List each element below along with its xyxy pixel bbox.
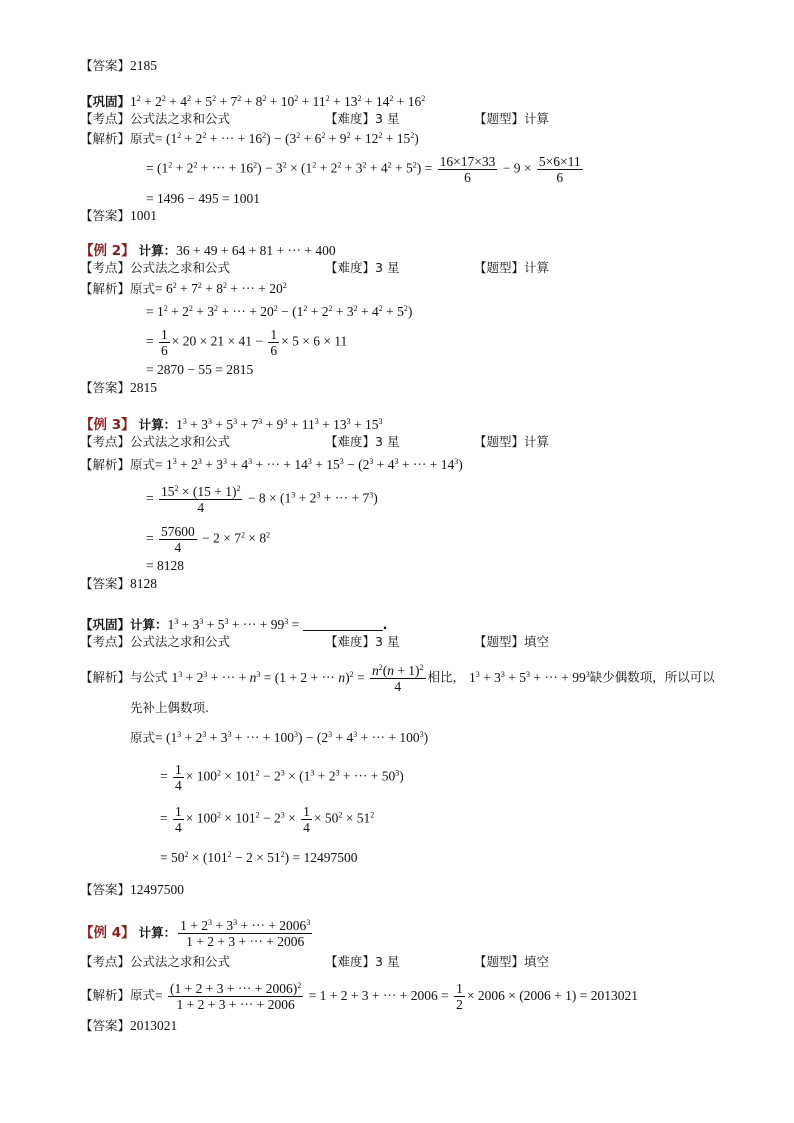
- consolidate-1-solution-line1: [80, 131, 419, 147]
- kaodian-label: 【考点】: [80, 634, 131, 649]
- example-4-solution: [80, 981, 638, 1012]
- answer-label: 【答案】: [80, 58, 131, 73]
- jisuan-label: 计算：: [138, 243, 177, 258]
- yuanshi-label: 原式: [130, 457, 156, 472]
- kaodian-value: 公式法之求和公式: [130, 260, 231, 275]
- jisuan-label: 计算：: [138, 925, 177, 940]
- example-label: 【例 2】: [80, 243, 135, 259]
- consolidate-2-solution-line3: = $\frac{1}{4}$ × $100^2 \times 101^2 - 2^3$ × $\frac{1}{4}$ × $50^2 \times 51^2$: [160, 804, 375, 835]
- consolidate-label: 【巩固】: [80, 617, 131, 632]
- answer-value: 1001: [130, 208, 158, 223]
- nandu-label: 【难度】: [325, 954, 376, 969]
- yuanshi-label: 原式: [130, 987, 156, 1003]
- consolidate-2-meta: [80, 634, 680, 650]
- answer-label: 【答案】: [80, 576, 131, 591]
- problem-expression: $1^2 + 2^2 + 4^2 + 5^2 + 7^2 + 8^2 + 10^2 + 11^2 + 13^2 + 14^2 + 16^2$: [130, 94, 426, 109]
- problem-expression: $1^3 + 3^3 + 5^3 + 7^3 + 9^3 + 11^3 + 13^3 + 15^3$: [176, 417, 383, 432]
- solution-text: 先补上偶数项.: [130, 700, 209, 715]
- example-4-problem: [80, 918, 314, 949]
- example-2-solution-line1: [80, 281, 287, 297]
- nandu-value: 3 星: [375, 111, 400, 126]
- jiexi-label: 【解析】: [80, 457, 131, 472]
- answer-value: 8128: [130, 576, 158, 591]
- example-3-solution-line2: = $\frac{15^2 \times (15 + 1)^2}{4}$ − $8 \times (1^3 + 2^3$ + ··· + $7^3$): [146, 484, 378, 515]
- example-label: 【例 3】: [80, 417, 135, 433]
- answer-label: 【答案】: [80, 1018, 131, 1033]
- nandu-label: 【难度】: [325, 260, 376, 275]
- tixing-label: 【题型】: [474, 434, 525, 449]
- kaodian-label: 【考点】: [80, 260, 131, 275]
- nandu-value: 3 星: [375, 260, 400, 275]
- tixing-label: 【题型】: [474, 260, 525, 275]
- solution-step: = $\frac{(1 + 2 + 3 + \cdot\cdot\cdot + 2006)^2}{1 + 2 + 3 + \cdot\cdot\cdot + 2006}$ = 1 + 2 + 3 + ··· + 2006 = $\frac{1}{2}$ × 2006 × (2006 + 1) = 2013021: [155, 981, 638, 1012]
- example-label: 【例 4】: [80, 925, 135, 941]
- solution-text: 相比，: [427, 669, 466, 685]
- consolidate-2-solution-line1: [130, 730, 428, 746]
- jisuan-label: 计算：: [130, 617, 168, 632]
- answer-value: 2185: [130, 58, 158, 73]
- jiexi-label: 【解析】: [80, 987, 131, 1003]
- jiexi-label: 【解析】: [80, 281, 131, 296]
- consolidate-label: 【巩固】: [80, 94, 131, 109]
- answer-line: [80, 58, 157, 74]
- consolidate-2-answer: [80, 882, 184, 898]
- series: $1^3 + 3^3 + 5^3$ + ··· + $99^3$: [469, 669, 590, 685]
- kaodian-value: 公式法之求和公式: [130, 111, 231, 126]
- example-2-solution-line4: = 2870 − 55 = 2815: [146, 362, 254, 377]
- nandu-label: 【难度】: [325, 111, 376, 126]
- problem-expression: $\frac{1 + 2^3 + 3^3 + \cdot\cdot\cdot + 2006^3}{1 + 2 + 3 + \cdot\cdot\cdot + 2006}$: [180, 918, 311, 949]
- problem-expression: $1^3 + 3^3 + 5^3$ + ··· + $99^3$ =: [167, 617, 303, 632]
- yuanshi-label: 原式: [130, 730, 156, 745]
- yuanshi-label: 原式: [130, 281, 156, 296]
- kaodian-value: 公式法之求和公式: [130, 634, 231, 649]
- kaodian-label: 【考点】: [80, 111, 131, 126]
- problem-expression: 36 + 49 + 64 + 81 + ··· + 400: [176, 243, 336, 258]
- kaodian-value: 公式法之求和公式: [130, 434, 231, 449]
- example-2-meta: [80, 260, 680, 276]
- answer-label: 【答案】: [80, 208, 131, 223]
- answer-value: 2013021: [130, 1018, 178, 1033]
- answer-label: 【答案】: [80, 882, 131, 897]
- solution-step: = ($1^3 + 2^3 + 3^3$ + ··· + $100^3) - (2^3 + 4^3$ + ··· + $100^3$): [155, 730, 429, 745]
- consolidate-2-solution-intro: [80, 663, 715, 694]
- example-3-solution-line3: = $\frac{57600}{4}$ − $2 \times 7^2 \times 8^2$: [146, 524, 271, 555]
- consolidate-1-meta: [80, 111, 680, 127]
- consolidate-1-answer: [80, 208, 157, 224]
- example-2-problem: [80, 243, 336, 259]
- formula: $1^3 + 2^3$ + ··· + $n^3 = (1 + 2$ + ··· n)$^2$ = $\frac{n^2(n + 1)^2}{4}$: [171, 663, 424, 694]
- jiexi-label: 【解析】: [80, 131, 131, 146]
- solution-text: 与公式: [130, 669, 168, 685]
- consolidate-1-solution-line3: = 1496 − 495 = 1001: [146, 191, 260, 206]
- solution-step: = $6^2 + 7^2 + 8^2$ + ··· + $20^2$: [155, 281, 287, 296]
- jiexi-label: 【解析】: [80, 669, 131, 685]
- tixing-label: 【题型】: [474, 634, 525, 649]
- kaodian-value: 公式法之求和公式: [130, 954, 231, 969]
- consolidate-2-solution-line2: = $\frac{1}{4}$ × $100^2 \times 101^2 - 2^3 \times (1^3 + 2^3$ + ··· + $50^3$): [160, 762, 404, 793]
- nandu-label: 【难度】: [325, 434, 376, 449]
- consolidate-1-problem: [80, 94, 425, 110]
- answer-value: 12497500: [130, 882, 185, 897]
- solution-step: = $1^3 + 2^3 + 3^3 + 4^3$ + ··· + $14^3 + 15^3 - (2^3 + 4^3$ + ··· + $14^3$): [155, 457, 463, 472]
- solution-text: 缺少偶数项，所以可以: [589, 669, 715, 685]
- consolidate-2-solution-text2: [130, 700, 209, 716]
- kaodian-label: 【考点】: [80, 954, 131, 969]
- tixing-value: 填空: [524, 954, 550, 969]
- tixing-label: 【题型】: [474, 954, 525, 969]
- tixing-value: 计算: [524, 434, 550, 449]
- example-4-meta: [80, 954, 680, 970]
- tixing-value: 计算: [524, 260, 550, 275]
- answer-label: 【答案】: [80, 380, 131, 395]
- nandu-label: 【难度】: [325, 634, 376, 649]
- example-2-solution-line2: = $1^2 + 2^2 + 3^2$ + ··· + $20^2 - (1^2 + 2^2 + 3^2 + 4^2 + 5^2)$: [146, 304, 413, 319]
- example-3-solution-line1: [80, 457, 463, 473]
- nandu-value: 3 星: [375, 634, 400, 649]
- example-3-solution-line4: = 8128: [146, 558, 184, 573]
- solution-step: = ($1^2 + 2^2$ + ··· + $16^2) - (3^2 + 6^2 + 9^2 + 12^2 + 15^2)$: [155, 131, 419, 146]
- consolidate-2-solution-line4: = $50^2 \times (101^2 - 2 \times 51^2) = 12497500$: [160, 850, 358, 865]
- example-3-problem: [80, 417, 382, 433]
- consolidate-2-problem: 【巩固】计算：$1^3 + 3^3 + 5^3$ + ··· + $99^3$ = .: [80, 617, 388, 632]
- example-2-solution-line3: = $\frac{1}{6}$ × 20 × 21 × 41 − $\frac{1}{6}$ × 5 × 6 × 11: [146, 327, 348, 358]
- nandu-value: 3 星: [375, 434, 400, 449]
- answer-value: 2815: [130, 380, 158, 395]
- tixing-label: 【题型】: [474, 111, 525, 126]
- tixing-value: 计算: [524, 111, 550, 126]
- example-3-answer: [80, 576, 157, 592]
- example-4-answer: [80, 1018, 177, 1034]
- example-3-meta: [80, 434, 680, 450]
- jisuan-label: 计算：: [138, 417, 177, 432]
- tixing-value: 填空: [524, 634, 550, 649]
- nandu-value: 3 星: [375, 954, 400, 969]
- consolidate-1-solution-line2: = ($1^2 + 2^2$ + ··· + $16^2) - 3^2 \times (1^2 + 2^2 + 3^2 + 4^2 + 5^2)$ = $\frac{16\times 17\times 33}{6}$ − 9 × $\frac{5\times 6\times 11}{6}$: [146, 154, 581, 185]
- kaodian-label: 【考点】: [80, 434, 131, 449]
- yuanshi-label: 原式: [130, 131, 156, 146]
- answer-blank: [303, 618, 383, 631]
- example-2-answer: [80, 380, 157, 396]
